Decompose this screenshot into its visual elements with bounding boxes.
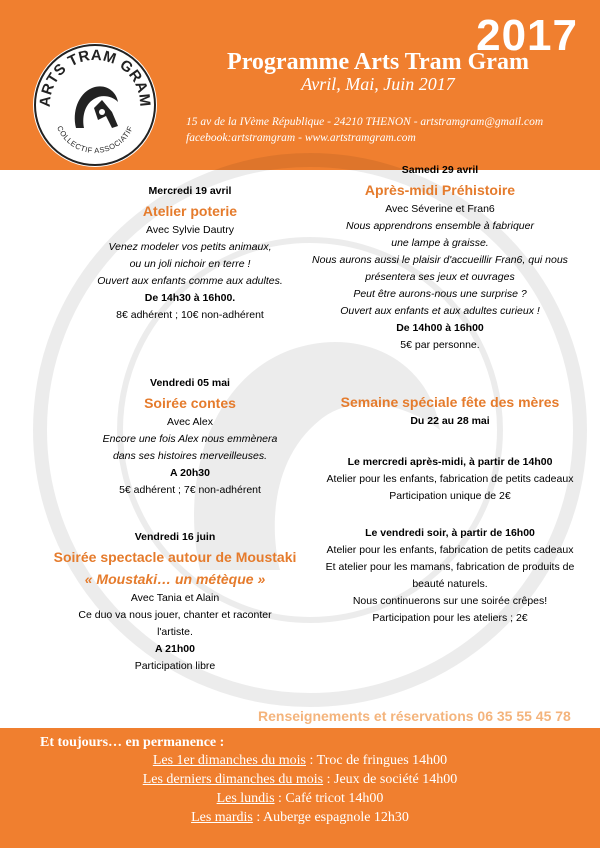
- event-desc: Ouvert aux enfants et aux adultes curieux !: [340, 305, 540, 317]
- footer-item-text: : Jeux de société 14h00: [323, 772, 458, 787]
- footer-item: [0, 752, 600, 770]
- event-dates: Du 22 au 28 mai: [410, 415, 490, 427]
- footer-item-text: : Troc de fringues 14h00: [306, 753, 448, 768]
- event-price: 8€ adhérent ; 10€ non-adhérent: [116, 309, 264, 321]
- event-date: Mercredi 19 avril: [148, 185, 232, 197]
- event-time: A 21h00: [155, 643, 195, 655]
- session-desc: beauté naturels.: [412, 578, 488, 590]
- event-title: Soirée spectacle autour de Moustaki: [53, 549, 297, 565]
- session-desc: Et atelier pour les mamans, fabrication de produits de: [325, 561, 575, 573]
- event-with: Avec Sylvie Dautry: [146, 224, 234, 236]
- event-price: 5€ par personne.: [400, 339, 480, 351]
- event-desc: une lampe à graisse.: [391, 237, 489, 249]
- event-desc: l'artiste.: [157, 626, 193, 638]
- footer-title: Et toujours… en permanence :: [40, 735, 225, 750]
- event-meres-mercredi: [300, 454, 600, 505]
- event-title: Soirée contes: [144, 395, 236, 411]
- logo-top-text: ARTS TRAM GRAM: [36, 46, 154, 108]
- event-desc: Peut être aurons-nous une surprise ?: [353, 288, 527, 300]
- event-subtitle: « Moustaki… un métèque »: [84, 571, 266, 587]
- event-price: Participation libre: [134, 660, 216, 672]
- event-with: Avec Alex: [167, 416, 213, 428]
- event-fete-des-meres: [300, 391, 600, 430]
- event-desc: Encore une fois Alex nous emmènera: [102, 433, 278, 445]
- footer-item-label: Les lundis: [216, 791, 275, 806]
- event-date: Vendredi 16 juin: [134, 531, 216, 543]
- event-time: De 14h30 à 16h00.: [144, 292, 236, 304]
- session-price: Participation unique de 2€: [389, 490, 511, 502]
- session-heading: Le vendredi soir, à partir de 16h00: [365, 527, 535, 539]
- session-desc: Atelier pour les enfants, fabrication de petits cadeaux: [326, 473, 574, 485]
- footer-item-text: : Auberge espagnole 12h30: [252, 810, 409, 825]
- event-time: De 14h00 à 16h00: [396, 322, 484, 334]
- logo-bottom-text: COLLECTIF ASSOCIATIF: [55, 124, 135, 156]
- session-heading: Le mercredi après-midi, à partir de 14h00: [347, 456, 553, 468]
- event-date: Vendredi 05 mai: [150, 377, 230, 389]
- event-desc: Ce duo va nous jouer, chanter et raconter: [78, 609, 272, 621]
- session-price: Participation pour les ateliers ; 2€: [372, 612, 528, 624]
- event-date: Samedi 29 avril: [401, 164, 479, 176]
- address-line: 15 av de la IVème République - 24210 THENON - artstramgram@gmail.com: [186, 116, 544, 128]
- footer-item: [0, 771, 600, 789]
- event-title: Après-midi Préhistoire: [364, 182, 516, 198]
- footer-item-text: : Café tricot 14h00: [274, 791, 384, 806]
- event-meres-vendredi: [300, 525, 600, 627]
- event-desc: dans ses histoires merveilleuses.: [112, 450, 268, 462]
- event-price: 5€ adhérent ; 7€ non-adhérent: [119, 484, 261, 496]
- event-desc: Venez modeler vos petits animaux,: [108, 241, 272, 253]
- footer-item-label: Les mardis: [191, 810, 253, 825]
- footer-item: [0, 790, 600, 808]
- event-desc: Nous apprendrons ensemble à fabriquer: [346, 220, 534, 232]
- event-title: Atelier poterie: [142, 203, 238, 219]
- event-desc: Nous aurons aussi le plaisir d'accueillir Fran6, qui nous: [312, 254, 568, 266]
- web-line: facebook:artstramgram - www.artstramgram.com: [186, 132, 416, 144]
- page-subtitle: Avril, Mai, Juin 2017: [301, 74, 455, 94]
- event-contes: [50, 375, 330, 499]
- event-moustaki: [20, 529, 330, 675]
- contact-line: Renseignements et réservations 06 35 55 45 78: [258, 708, 571, 724]
- event-with: Avec Tania et Alain: [130, 592, 220, 604]
- page-title: Programme Arts Tram Gram: [227, 49, 529, 75]
- event-time: A 20h30: [170, 467, 210, 479]
- year-label: 2017: [476, 11, 578, 60]
- footer-item-label: Les 1er dimanches du mois: [152, 753, 306, 768]
- event-desc: Ouvert aux enfants comme aux adultes.: [97, 275, 283, 287]
- event-title: Semaine spéciale fête des mères: [340, 394, 560, 410]
- event-desc: présentera ses jeux et ouvrages: [365, 271, 515, 283]
- event-desc: ou un joli nichoir en terre !: [129, 258, 251, 270]
- event-prehistoire: [280, 162, 600, 354]
- footer-item: [0, 809, 600, 827]
- session-desc: Nous continuerons sur une soirée crêpes!: [352, 595, 548, 607]
- event-with: Avec Séverine et Fran6: [385, 203, 495, 215]
- session-desc: Atelier pour les enfants, fabrication de petits cadeaux: [326, 544, 574, 556]
- footer-item-label: Les derniers dimanches du mois: [142, 772, 324, 787]
